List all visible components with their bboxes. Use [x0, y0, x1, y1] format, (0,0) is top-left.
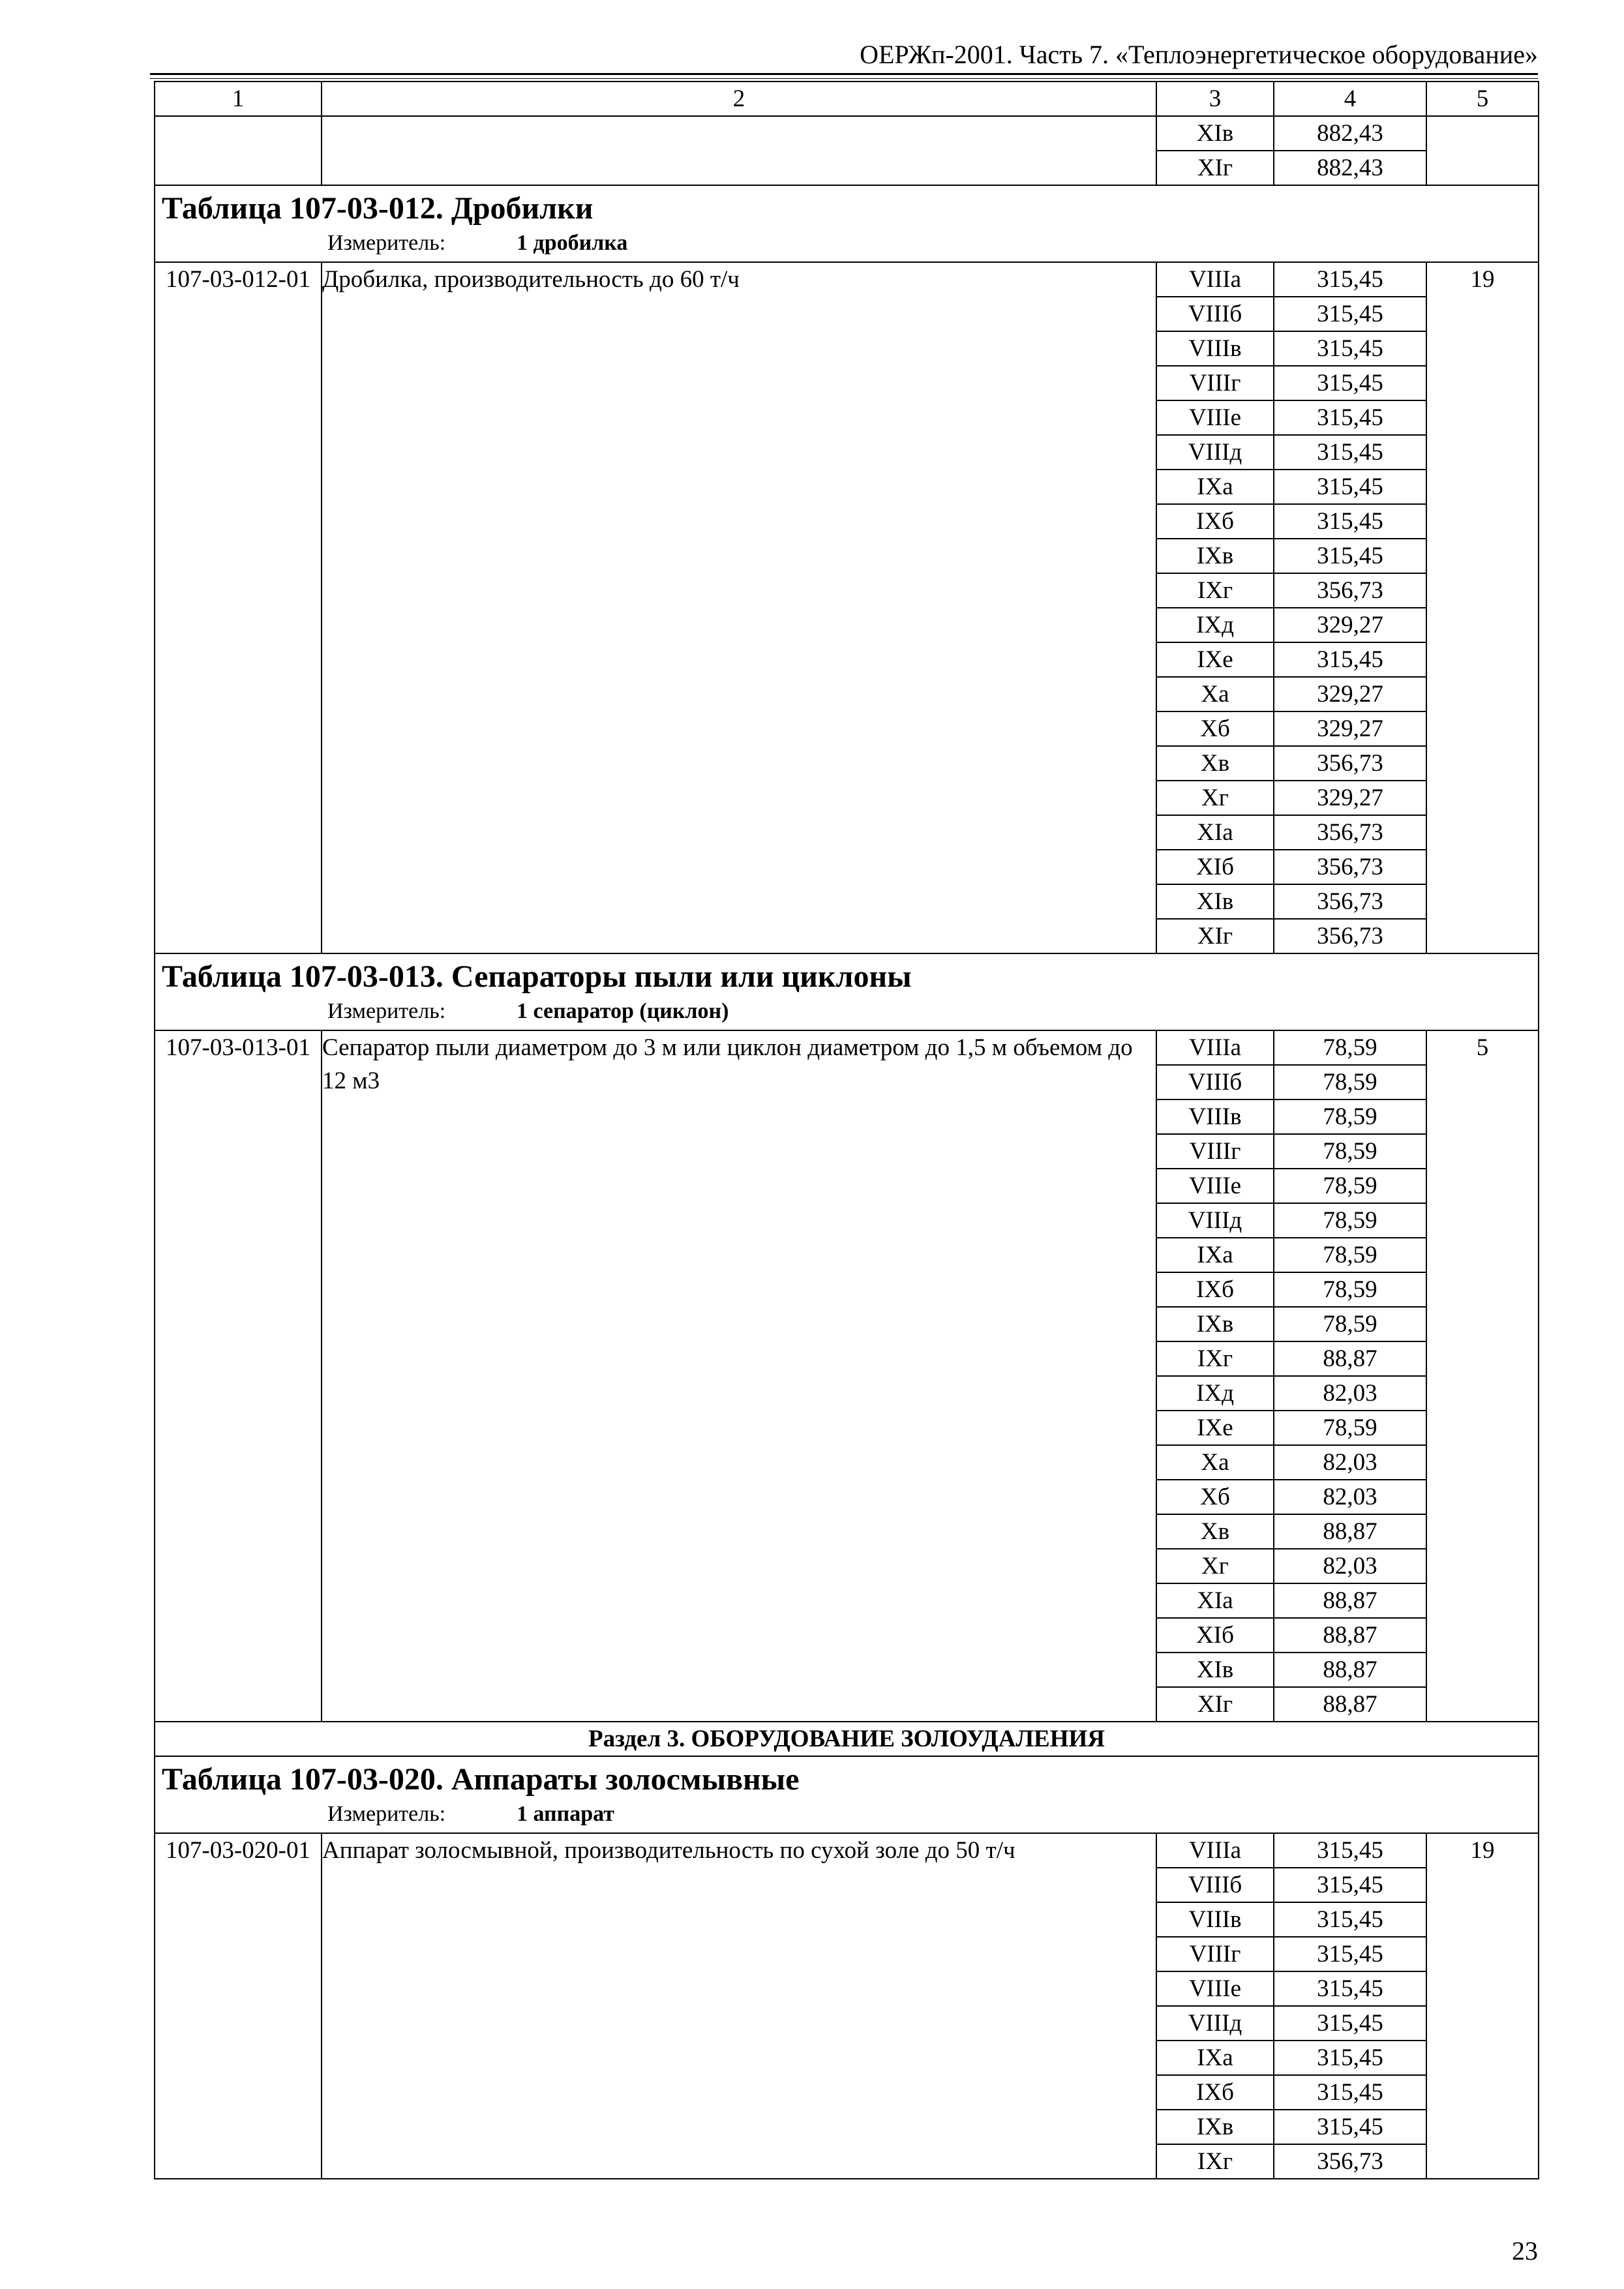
table-row — [155, 1030, 1539, 1065]
zone-cell: IXд — [1156, 1376, 1274, 1411]
zone-cell: Xг — [1156, 1549, 1274, 1583]
table-title-cell — [155, 953, 1539, 1030]
column-header: 1 — [155, 82, 322, 116]
price-cell: 78,59 — [1274, 1411, 1426, 1445]
table-title-cell — [155, 185, 1539, 262]
zone-cell: IXв — [1156, 1307, 1274, 1341]
price-cell: 356,73 — [1274, 919, 1426, 953]
price-cell: 315,45 — [1274, 400, 1426, 435]
price-cell: 88,87 — [1274, 1618, 1426, 1653]
item-code-cell — [155, 116, 322, 185]
zone-cell: XIа — [1156, 1583, 1274, 1618]
meter-label: Измеритель: — [327, 1802, 446, 1826]
page-number: 23 — [1512, 2236, 1538, 2266]
item-description-cell — [322, 116, 1156, 185]
price-cell: 78,59 — [1274, 1169, 1426, 1203]
price-cell: 315,45 — [1274, 262, 1426, 297]
price-cell: 315,45 — [1274, 297, 1426, 331]
price-cell: 315,45 — [1274, 504, 1426, 539]
price-cell: 356,73 — [1274, 2144, 1426, 2179]
price-cell: 882,43 — [1274, 151, 1426, 185]
zone-cell: IXв — [1156, 539, 1274, 573]
item-code: 107-03-020-01 — [155, 1833, 322, 2179]
zone-cell: VIIIв — [1156, 1902, 1274, 1937]
column-header-row — [155, 82, 1539, 116]
table-meter — [155, 1800, 1538, 1833]
price-cell: 78,59 — [1274, 1134, 1426, 1169]
price-cell: 78,59 — [1274, 1203, 1426, 1238]
header-rule — [150, 73, 1538, 79]
zone-cell: VIIIа — [1156, 1833, 1274, 1868]
price-cell: 315,45 — [1274, 470, 1426, 504]
zone-cell: VIIIд — [1156, 2006, 1274, 2041]
zone-cell: IXе — [1156, 642, 1274, 677]
zone-cell: Xв — [1156, 1514, 1274, 1549]
price-cell: 88,87 — [1274, 1653, 1426, 1687]
zone-cell: XIв — [1156, 116, 1274, 151]
zone-cell: Xа — [1156, 1445, 1274, 1480]
price-cell: 315,45 — [1274, 642, 1426, 677]
item-description: Аппарат золосмывной, производительность по сухой золе до 50 т/ч — [322, 1833, 1156, 2179]
meter-value: 1 дробилка — [517, 231, 628, 255]
price-cell: 78,59 — [1274, 1238, 1426, 1272]
zone-cell: VIIIе — [1156, 400, 1274, 435]
price-cell: 356,73 — [1274, 573, 1426, 608]
zone-cell: Xб — [1156, 1480, 1274, 1514]
price-cell: 315,45 — [1274, 1971, 1426, 2006]
meter-label: Измеритель: — [327, 231, 446, 255]
zone-cell: IXг — [1156, 573, 1274, 608]
price-cell: 356,73 — [1274, 850, 1426, 884]
coefficient: 5 — [1426, 1030, 1539, 1722]
zone-cell: Xв — [1156, 746, 1274, 781]
zone-cell: XIб — [1156, 1618, 1274, 1653]
column-header: 2 — [322, 82, 1156, 116]
item-description: Дробилка, производительность до 60 т/ч — [322, 262, 1156, 953]
zone-cell: Xа — [1156, 677, 1274, 711]
price-cell: 78,59 — [1274, 1065, 1426, 1100]
zone-cell: IXг — [1156, 1341, 1274, 1376]
coefficient: 19 — [1426, 262, 1539, 953]
price-cell: 329,27 — [1274, 781, 1426, 815]
zone-cell: VIIIг — [1156, 1937, 1274, 1971]
table-title: Таблица 107-03-012. Дробилки — [162, 191, 594, 226]
price-cell: 315,45 — [1274, 1902, 1426, 1937]
zone-cell: VIIIа — [1156, 262, 1274, 297]
price-cell: 315,45 — [1274, 435, 1426, 470]
zone-cell: Xг — [1156, 781, 1274, 815]
zone-cell: IXд — [1156, 608, 1274, 642]
table-title: Таблица 107-03-020. Аппараты золосмывные — [162, 1762, 800, 1797]
coefficient-cell — [1426, 116, 1539, 185]
price-cell: 315,45 — [1274, 2041, 1426, 2075]
section-heading: Раздел 3. ОБОРУДОВАНИЕ ЗОЛОУДАЛЕНИЯ — [155, 1722, 1539, 1756]
price-cell: 882,43 — [1274, 116, 1426, 151]
zone-cell: XIг — [1156, 151, 1274, 185]
table-title-row — [155, 185, 1539, 262]
price-table — [154, 81, 1539, 2179]
price-cell: 315,45 — [1274, 1937, 1426, 1971]
zone-cell: VIIIв — [1156, 1100, 1274, 1134]
zone-cell: IXа — [1156, 1238, 1274, 1272]
zone-cell: VIIIа — [1156, 1030, 1274, 1065]
price-cell: 78,59 — [1274, 1307, 1426, 1341]
price-cell: 315,45 — [1274, 366, 1426, 400]
price-cell: 82,03 — [1274, 1480, 1426, 1514]
zone-cell: VIIIв — [1156, 331, 1274, 366]
price-cell: 315,45 — [1274, 1868, 1426, 1902]
price-cell: 88,87 — [1274, 1341, 1426, 1376]
item-code: 107-03-012-01 — [155, 262, 322, 953]
zone-cell: XIв — [1156, 884, 1274, 919]
price-cell: 78,59 — [1274, 1100, 1426, 1134]
price-cell: 315,45 — [1274, 2075, 1426, 2110]
zone-cell: IXа — [1156, 2041, 1274, 2075]
zone-cell: XIа — [1156, 815, 1274, 850]
price-cell: 82,03 — [1274, 1549, 1426, 1583]
price-cell: 329,27 — [1274, 711, 1426, 746]
zone-cell: VIIIе — [1156, 1971, 1274, 2006]
price-cell: 82,03 — [1274, 1376, 1426, 1411]
table-row — [155, 116, 1539, 151]
zone-cell: XIб — [1156, 850, 1274, 884]
zone-cell: VIIIб — [1156, 1065, 1274, 1100]
price-cell: 78,59 — [1274, 1030, 1426, 1065]
table-title-cell — [155, 1756, 1539, 1833]
section-heading-row — [155, 1722, 1539, 1756]
zone-cell: VIIIг — [1156, 1134, 1274, 1169]
price-cell: 88,87 — [1274, 1687, 1426, 1722]
price-cell: 315,45 — [1274, 1833, 1426, 1868]
item-code: 107-03-013-01 — [155, 1030, 322, 1722]
price-cell: 329,27 — [1274, 677, 1426, 711]
zone-cell: VIIIг — [1156, 366, 1274, 400]
item-description: Сепаратор пыли диаметром до 3 м или циклон диаметром до 1,5 м объемом до 12 м3 — [322, 1030, 1156, 1722]
zone-cell: IXв — [1156, 2110, 1274, 2144]
table-meter — [155, 997, 1538, 1030]
price-cell: 88,87 — [1274, 1514, 1426, 1549]
price-cell: 315,45 — [1274, 331, 1426, 366]
price-cell: 315,45 — [1274, 2110, 1426, 2144]
price-cell: 356,73 — [1274, 815, 1426, 850]
price-cell: 356,73 — [1274, 746, 1426, 781]
zone-cell: VIIIб — [1156, 297, 1274, 331]
table-meter — [155, 229, 1538, 262]
price-cell: 329,27 — [1274, 608, 1426, 642]
zone-cell: IXб — [1156, 504, 1274, 539]
zone-cell: XIг — [1156, 1687, 1274, 1722]
zone-cell: XIв — [1156, 1653, 1274, 1687]
table-title-row — [155, 1756, 1539, 1833]
zone-cell: IXб — [1156, 1272, 1274, 1307]
zone-cell: VIIIд — [1156, 1203, 1274, 1238]
zone-cell: IXг — [1156, 2144, 1274, 2179]
table-row — [155, 1833, 1539, 1868]
meter-value: 1 сепаратор (циклон) — [517, 999, 729, 1023]
zone-cell: VIIIб — [1156, 1868, 1274, 1902]
zone-cell: Xб — [1156, 711, 1274, 746]
column-header: 5 — [1426, 82, 1539, 116]
price-cell: 315,45 — [1274, 2006, 1426, 2041]
price-cell: 78,59 — [1274, 1272, 1426, 1307]
zone-cell: IXб — [1156, 2075, 1274, 2110]
running-header: ОЕРЖп-2001. Часть 7. «Теплоэнергетическое оборудование» — [860, 40, 1538, 69]
coefficient: 19 — [1426, 1833, 1539, 2179]
zone-cell: IXе — [1156, 1411, 1274, 1445]
meter-label: Измеритель: — [327, 999, 446, 1023]
price-cell: 315,45 — [1274, 539, 1426, 573]
price-cell: 82,03 — [1274, 1445, 1426, 1480]
meter-value: 1 аппарат — [517, 1802, 614, 1826]
price-cell: 88,87 — [1274, 1583, 1426, 1618]
table-row — [155, 262, 1539, 297]
price-cell: 356,73 — [1274, 884, 1426, 919]
zone-cell: XIг — [1156, 919, 1274, 953]
zone-cell: IXа — [1156, 470, 1274, 504]
zone-cell: VIIIе — [1156, 1169, 1274, 1203]
zone-cell: VIIIд — [1156, 435, 1274, 470]
column-header: 3 — [1156, 82, 1274, 116]
table-title: Таблица 107-03-013. Сепараторы пыли или циклоны — [162, 959, 912, 994]
table-title-row — [155, 953, 1539, 1030]
column-header: 4 — [1274, 82, 1426, 116]
